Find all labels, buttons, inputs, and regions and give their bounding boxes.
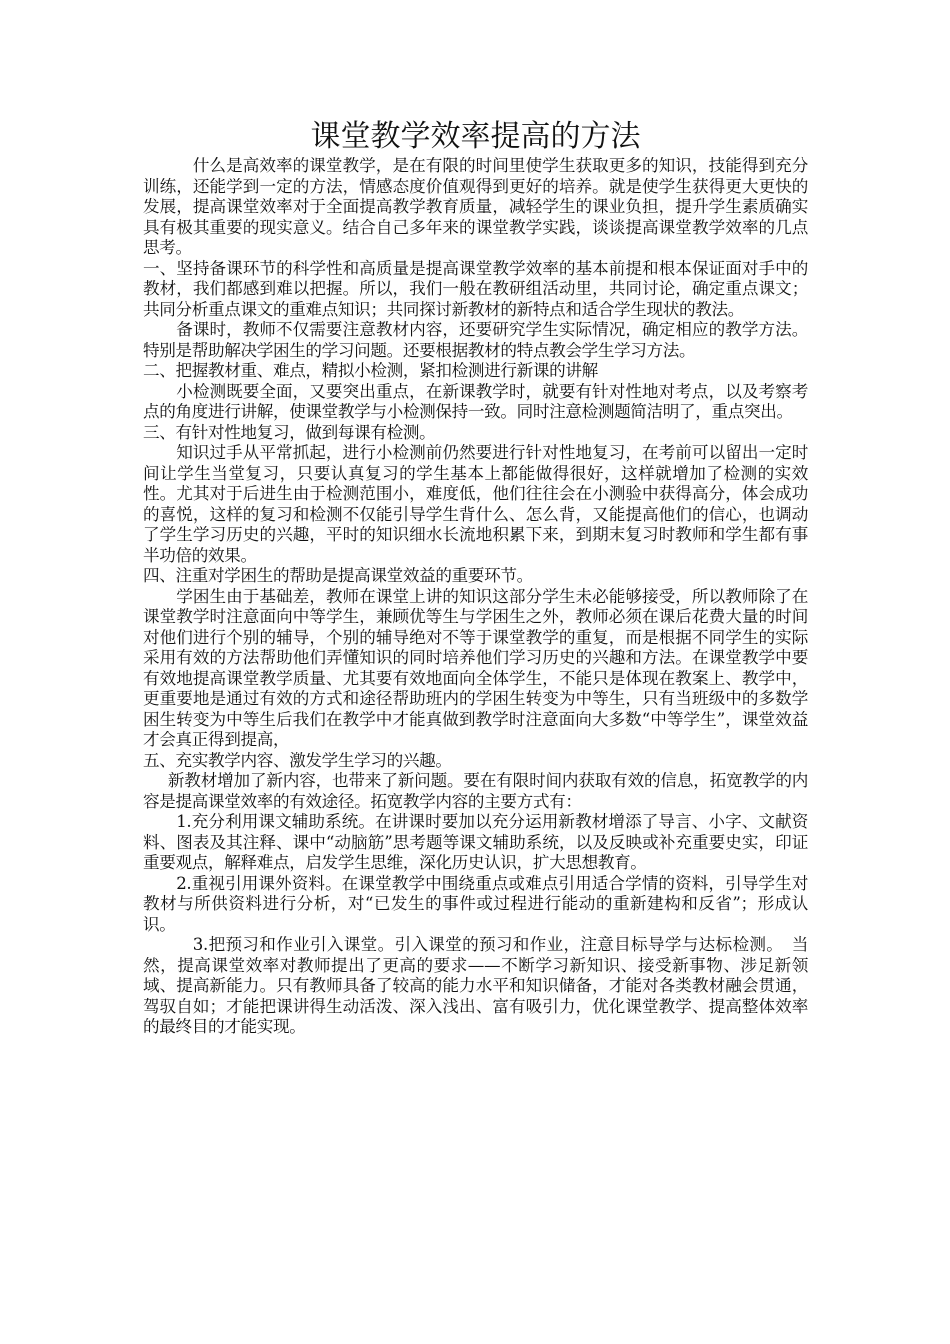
list-item: 3.把预习和作业引入课堂。引入课堂的预习和作业，注意目标导学与达标检测。 当然，提高课堂效率对教师提出了更高的要求——不断学习新知识、接受新事物、涉足新领域、提高新能力。只有教师具备了较高的能力水平和知识储备，才能对各类教材融会贯通，驾驭自如；才能把课讲得生动活泼、深入浅出、富有吸引力，优化课堂教学、提高整体效率的最终目的才能实现。 — [143, 935, 808, 1036]
body-paragraph: 学困生由于基础差，教师在课堂上讲的知识这部分学生未必能够接受，所以教师除了在课堂教学时注意面向中等学生，兼顾优等生与学困生之外，教师必须在课后花费大量的时间对他们进行个别的辅导，个别的辅导绝对不等于课堂教学的重复，而是根据不同学生的实际采用有效的方法帮助他们弄懂知识的同时培养他们学习历史的兴趣和方法。在课堂教学中要有效地提高课堂教学质量、尤其要有效地面向全体学生，不能只是体现在教案上、教学中，更重要地是通过有效的方式和途径帮助班内的学困生转变为中等生，只有当班级中的多数学困生转变为中等生后我们在教学中才能真做到教学时注意面向大多数“中等学生”，课堂效益才会真正得到提高， — [143, 586, 808, 749]
body-paragraph: 小检测既要全面，又要突出重点，在新课教学时，就要有针对性地对考点，以及考察考点的角度进行讲解，使课堂教学与小检测保持一致。同时注意检测题简洁明了，重点突出。 — [143, 381, 808, 421]
document-page — [143, 118, 808, 1038]
intro-paragraph: 什么是高效率的课堂教学，是在有限的时间里使学生获取更多的知识，技能得到充分训练，还能学到一定的方法，情感态度价值观得到更好的培养。就是使学生获得更大更快的发展，提高课堂效率对于全面提高教学教育质量，减轻学生的课业负担，提升学生素质确实具有极其重要的现实意义。结合自己多年来的课堂教学实践，谈谈提高课堂教学效率的几点思考。 — [143, 156, 808, 257]
section-heading-5: 五、充实教学内容、激发学生学习的兴趣。 — [143, 750, 452, 770]
section-heading-1: 一、坚持备课环节的科学性和高质量是提高课堂教学效率的基本前提和根本保证面对手中的教材，我们都感到难以把握。所以，我们一般在教研组活动里，共同讨论，确定重点课文；共同分析重点课文的重难点知识；共同探讨新教材的新特点和适合学生现状的教法。 — [143, 258, 808, 319]
section-heading-4: 四、注重对学困生的帮助是提高课堂效益的重要环节。 — [143, 566, 533, 585]
body-paragraph: 新教材增加了新内容，也带来了新问题。要在有限时间内获取有效的信息，拓宽教学的内容是提高课堂效率的有效途径。拓宽教学内容的主要方式有： — [143, 771, 808, 811]
document-title: 课堂教学效率提高的方法 — [310, 119, 641, 154]
list-item: 1.充分利用课文辅助系统。在讲课时要加以充分运用新教材增添了导言、小字、文献资料、图表及其注释、课中“动脑筋”思考题等课文辅助系统，以及反映或补充重要史实，印证重要观点，解释难点，启发学生思维，深化历史认识，扩大思想教育。 — [143, 812, 808, 872]
list-item: 2.重视引用课外资料。在课堂教学中围绕重点或难点引用适合学情的资料，引导学生对教材与所供资料进行分析，对“已发生的事件或过程进行能动的重新建构和反省”；形成认识。 — [143, 873, 808, 934]
section-heading-2: 二、把握教材重、难点，精拟小检测，紧扣检测进行新课的讲解 — [143, 361, 598, 380]
body-paragraph: 备课时，教师不仅需要注意教材内容，还要研究学生实际情况，确定相应的教学方法。特别是帮助解决学困生的学习问题。还要根据教材的特点教会学生学习方法。 — [143, 320, 808, 360]
section-heading-3: 三、有针对性地复习，做到每课有检测。 — [143, 422, 436, 442]
body-paragraph: 知识过手从平常抓起，进行小检测前仍然要进行针对性地复习，在考前可以留出一定时间让学生当堂复习，只要认真复习的学生基本上都能做得很好，这样就增加了检测的实效性。尤其对于后进生由于检测范围小，难度低，他们往往会在小测验中获得高分，体会成功的喜悦，这样的复习和检测不仅能引导学生背什么、怎么背，又能提高他们的信心，也调动了学生学习历史的兴趣，平时的知识细水长流地积累下来，到期末复习时教师和学生都有事半功倍的效果。 — [143, 443, 808, 565]
